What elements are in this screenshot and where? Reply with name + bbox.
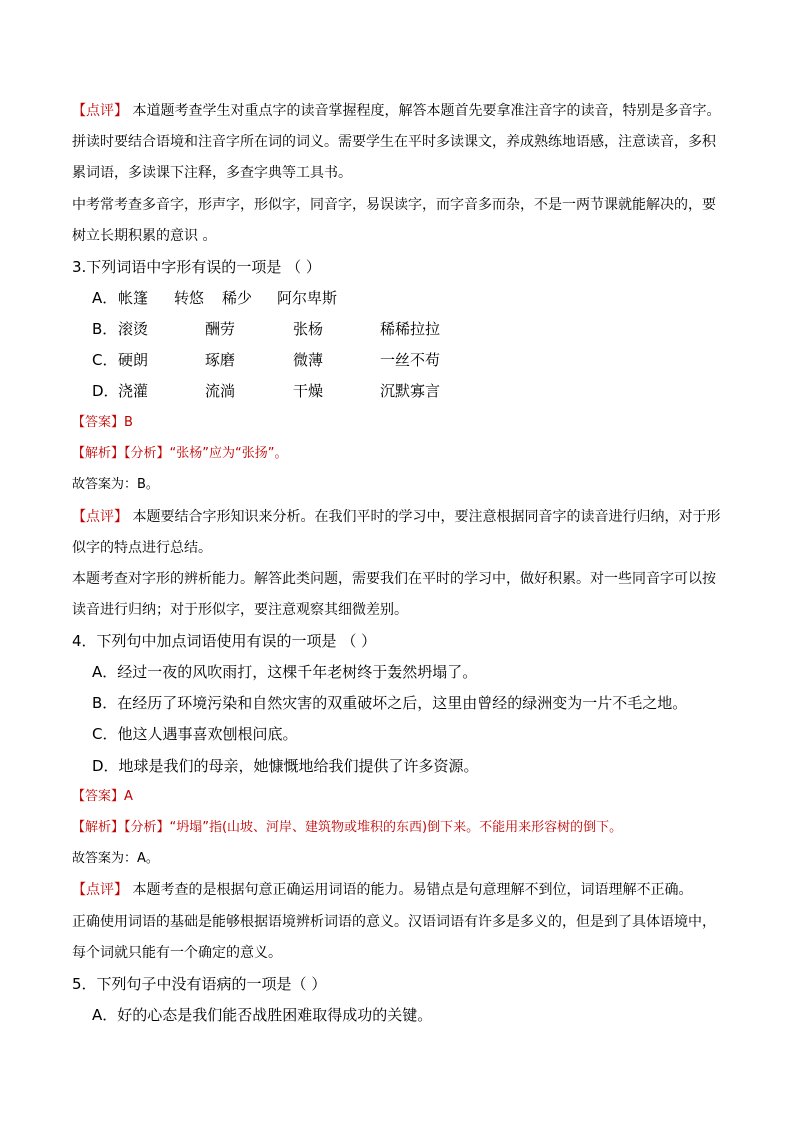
review-text: 本题考查的是根据句意正确运用词语的能力。易错点是句意理解不到位，词语理解不正确。: [128, 882, 693, 898]
option-word: 流淌: [205, 382, 236, 400]
option-word: 转悠: [174, 289, 205, 307]
review-tag: 【点评】: [72, 103, 128, 119]
review-line: 正确使用词语的基础是能够根据语境辨析词语的意义。汉语词语有许多是多义的，但是到了具体语境中，: [72, 914, 716, 930]
question-4-answer: [72, 786, 133, 808]
review-line: 读音进行归纳；对于形似字，要注意观察其细微差别。: [72, 602, 408, 618]
option-word: 浇灌: [118, 382, 149, 400]
answer-tag: 【答案】: [72, 415, 125, 430]
question-4-option-a: A．经过一夜的风吹雨打，这棵千年老树终于轰然坍塌了。: [92, 663, 478, 681]
analysis-tag: 【解析】【分析】: [72, 446, 170, 461]
question-4-review: [72, 879, 692, 901]
option-label: C．: [92, 351, 118, 369]
review-text: 本题要结合字形知识来分析。在我们平时的学习中，要注意根据同音字的读音进行归纳，对于形: [128, 509, 721, 525]
review-line: 拼读时要结合语境和注音字所在词的词义。需要学生在平时多读课文，养成熟练地语感，注意读音，多积: [72, 134, 716, 150]
option-label: B．: [92, 320, 118, 338]
answer-value: B: [124, 415, 133, 430]
option-word: 稀稀拉拉: [380, 320, 441, 338]
question-4-stem: 4．下列句中加点词语使用有误的一项是 （ ）: [72, 632, 377, 650]
question-3-analysis: [72, 443, 287, 465]
review-tag: 【点评】: [72, 882, 128, 898]
question-4-conclusion: 故答案为：A。: [72, 851, 159, 866]
review-line: 每个词就只能有一个确定的意义。: [72, 945, 282, 961]
question-4-option-c: C．他这人遇事喜欢刨根问底。: [92, 725, 298, 743]
analysis-tag: 【解析】【分析】: [72, 820, 170, 835]
option-word: 一丝不苟: [380, 351, 441, 369]
question-3-review: [72, 506, 720, 528]
option-label: D．: [92, 382, 119, 400]
question-4-option-b: B．在经历了环境污染和自然灾害的双重破坏之后，这里由曾经的绿洲变为一片不毛之地。: [92, 694, 688, 712]
question-4-option-d: D．地球是我们的母亲，她慷慨地给我们提供了许多资源。: [92, 757, 479, 775]
review-line: [72, 100, 720, 122]
option-word: 硬朗: [118, 351, 149, 369]
analysis-text: “坍塌”指(山坡、河岸、建筑物或堆积的东西)倒下来。不能用来形容树的倒下。: [169, 820, 623, 835]
review-line: 树立长期积累的意识 。: [72, 228, 217, 244]
answer-value: A: [124, 789, 133, 804]
option-word: 琢磨: [205, 351, 236, 369]
option-word: 微薄: [293, 351, 324, 369]
option-word: 张杨: [293, 320, 324, 338]
analysis-text: “张杨”应为“张扬”。: [169, 446, 288, 461]
review-line: 中考常考查多音字，形声字，形似字，同音字，易误读字，而字音多而杂，不是一两节课就能解决的，要: [72, 197, 716, 213]
review-line: 累词语，多读课下注释，多查字典等工具书。: [72, 165, 352, 181]
option-word: 干燥: [293, 382, 324, 400]
option-word: 滚烫: [118, 320, 149, 338]
option-label: A．: [92, 289, 118, 307]
question-5-stem: 5．下列句子中没有语病的一项是（ ）: [72, 975, 327, 993]
option-word: 阿尔卑斯: [277, 289, 338, 307]
question-5-option-a: A．好的心态是我们能否战胜困难取得成功的关键。: [92, 1006, 433, 1024]
review-tag: 【点评】: [72, 509, 128, 525]
question-3-stem: 3.下列词语中字形有误的一项是 （ ）: [72, 258, 321, 276]
review-text: 本道题考查学生对重点字的读音掌握程度，解答本题首先要拿准注音字的读音，特别是多音字。: [128, 103, 721, 119]
answer-tag: 【答案】: [72, 789, 125, 804]
option-word: 沉默寡言: [380, 382, 441, 400]
question-3-conclusion: 故答案为：B。: [72, 477, 159, 492]
review-line: 似字的特点进行总结。: [72, 540, 212, 556]
question-4-analysis: [72, 817, 622, 839]
option-word: 帐篷: [118, 289, 149, 307]
option-word: 酬劳: [205, 320, 236, 338]
option-word: 稀少: [222, 289, 253, 307]
review-line: 本题考查对字形的辨析能力。解答此类问题，需要我们在平时的学习中，做好积累。对一些同音字可以按: [72, 571, 716, 587]
question-3-answer: [72, 412, 133, 434]
